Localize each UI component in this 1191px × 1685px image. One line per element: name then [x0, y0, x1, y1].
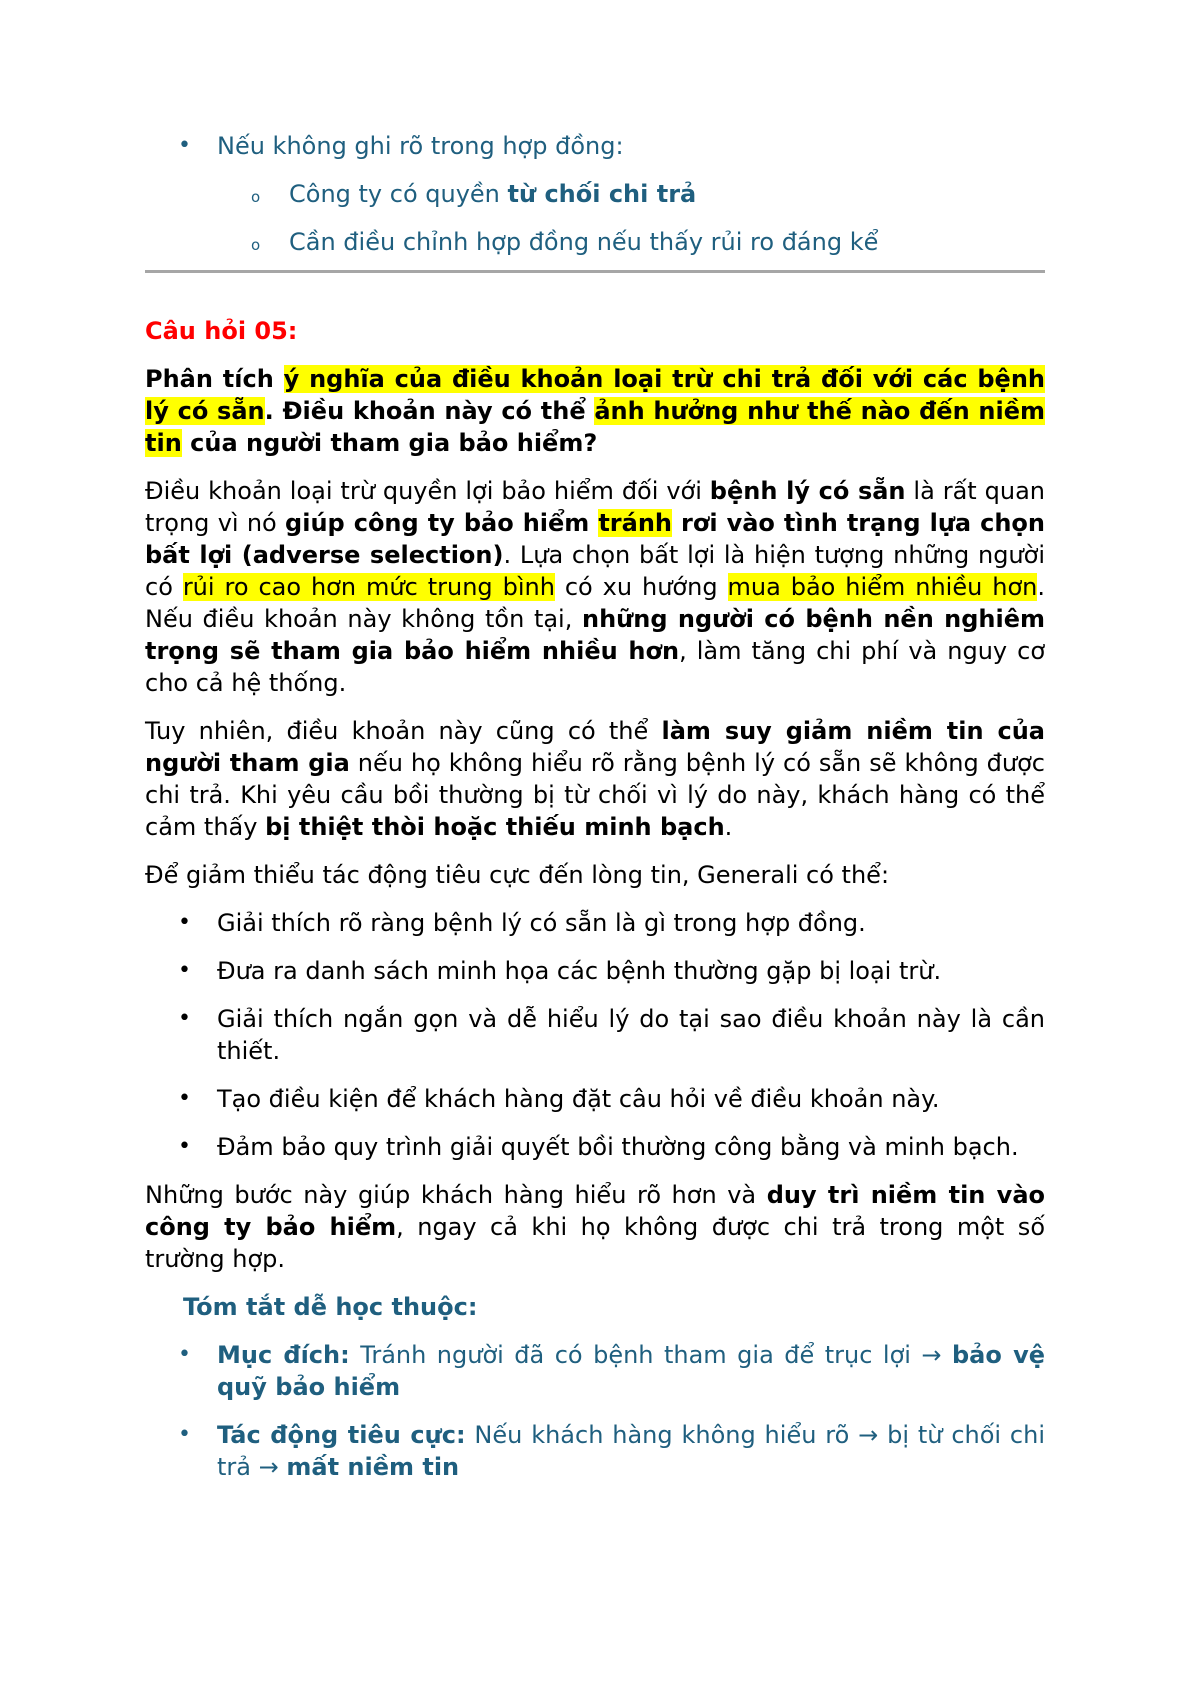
summary-item: [145, 1419, 1045, 1483]
sub-list-item: [145, 226, 1045, 258]
sub-item-text: Công ty có quyền: [289, 180, 508, 208]
summary-list: [145, 1339, 1045, 1483]
text: Những bước này giúp khách hàng hiểu rõ hơn và: [145, 1181, 767, 1209]
bold-text: duy trì niềm tin vào công ty bảo hiểm: [145, 1181, 1046, 1241]
text: , làm tăng chi phí và nguy cơ cho cả hệ thống.: [145, 637, 1046, 697]
question-text: [145, 363, 1045, 459]
summary-bold: mất niềm tin: [286, 1453, 460, 1481]
summary-text: Nếu khách hàng không hiểu rõ → bị từ chối chi trả →: [217, 1421, 1045, 1481]
list-item: • Đưa ra danh sách minh họa các bệnh thường gặp bị loại trừ.: [145, 955, 1045, 987]
summary-label: Mục đích:: [217, 1341, 350, 1369]
list-item: • Tạo điều kiện để khách hàng đặt câu hỏi về điều khoản này.: [145, 1083, 1045, 1115]
bold-text: rơi vào tình trạng lựa chọn bất lợi (adverse selection): [145, 509, 1045, 569]
sub-list-item: [145, 178, 1045, 210]
list-item: • Giải thích rõ ràng bệnh lý có sẵn là gì trong hợp đồng.: [145, 907, 1045, 939]
text: là rất quan trọng vì nó: [145, 477, 1045, 537]
highlight-text: rủi ro cao hơn mức trung bình: [182, 573, 555, 601]
bold-text: bệnh lý có sẵn: [709, 477, 906, 505]
bold-text: những người có bệnh nền nghiêm trọng sẽ tham gia bảo hiểm nhiều hơn: [145, 605, 1045, 665]
text: Điều khoản loại trừ quyền lợi bảo hiểm đối với: [145, 477, 710, 505]
paragraph-4: [145, 1179, 1045, 1275]
measures-list: [145, 907, 1045, 1163]
summary-text: Tránh người đã có bệnh tham gia để trục lợi →: [349, 1341, 952, 1369]
bold-text: làm suy giảm niềm tin của người tham gia: [145, 717, 1045, 777]
text: , ngay cả khi họ không được chi trả trong một số trường hợp.: [145, 1213, 1045, 1273]
sub-item-text: Cần điều chỉnh hợp đồng nếu thấy rủi ro đáng kể: [289, 228, 879, 256]
list-item: • Đảm bảo quy trình giải quyết bồi thường công bằng và minh bạch.: [145, 1131, 1045, 1163]
paragraph-3: Để giảm thiểu tác động tiêu cực đến lòng tin, Generali có thể:: [145, 861, 890, 889]
paragraph-2: [145, 715, 1045, 843]
text: có xu hướng: [554, 573, 728, 601]
sub-list: [217, 178, 1045, 258]
text: nếu họ không hiểu rõ rằng bệnh lý có sẵn sẽ không được chi trả. Khi yêu cầu bồi thường bị từ chối vì lý do này, khách hàng có thể cảm thấy: [145, 749, 1045, 841]
text: .: [724, 813, 733, 841]
summary-label: Tác động tiêu cực:: [217, 1421, 466, 1449]
highlight-text: mua bảo hiểm nhiều hơn: [727, 573, 1038, 601]
sub-item-bold: từ chối chi trả: [507, 180, 697, 208]
list-item: • Giải thích ngắn gọn và dễ hiểu lý do tại sao điều khoản này là cần thiết.: [145, 1003, 1045, 1067]
question-part: của người tham gia bảo hiểm?: [181, 429, 598, 457]
bold-text: bị thiệt thòi hoặc thiếu minh bạch: [265, 813, 725, 841]
question-highlight: ảnh hưởng như thế nào đến niềm tin: [145, 397, 1045, 457]
text: . Nếu điều khoản này không tồn tại,: [145, 573, 1045, 633]
text: . Lựa chọn bất lợi là hiện tượng những người có: [145, 541, 1045, 601]
text: Tuy nhiên, điều khoản này cũng có thể: [145, 717, 662, 745]
bullet-text: Nếu không ghi rõ trong hợp đồng:: [217, 132, 624, 160]
paragraph-1: [145, 475, 1045, 699]
list-item: [145, 130, 1045, 258]
question-heading: Câu hỏi 05:: [145, 317, 298, 345]
highlight-text: tránh: [598, 509, 673, 537]
top-bullet-list: [145, 130, 1045, 258]
summary-title: Tóm tắt dễ học thuộc:: [183, 1293, 478, 1321]
page-content: [145, 130, 1045, 1499]
question-highlight: ý nghĩa của điều khoản loại trừ chi trả đối với các bệnh lý có sẵn: [145, 365, 1045, 425]
horizontal-rule: [145, 270, 1045, 273]
summary-item: [145, 1339, 1045, 1403]
question-part: Phân tích: [145, 365, 284, 393]
question-part: . Điều khoản này có thể: [264, 397, 595, 425]
bold-text: giúp công ty bảo hiểm: [285, 509, 599, 537]
summary-bold: bảo vệ quỹ bảo hiểm: [217, 1341, 1045, 1401]
